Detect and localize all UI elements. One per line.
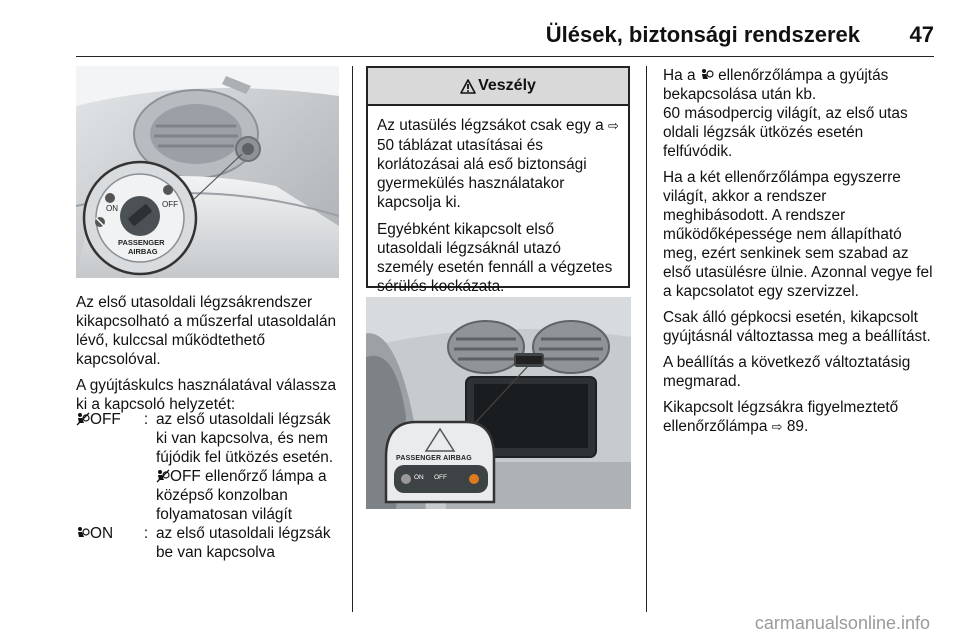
on-term [76, 524, 136, 562]
left-paragraph-2: A gyújtáskulcs használatával válassza ki a kapcsoló helyzetét: [76, 377, 337, 413]
on-separator: : [143, 525, 149, 542]
figure2-label-off: OFF [434, 474, 447, 481]
off-description [156, 410, 342, 524]
page-ref-arrow-icon: ⇨ [607, 119, 619, 134]
figure1-label-airbag: AIRBAG [128, 247, 158, 256]
right-paragraph-5 [663, 398, 935, 437]
right-body-text [663, 66, 935, 444]
airbag-on-lamp-icon [700, 68, 714, 82]
right-p1-a: Ha a [663, 67, 700, 84]
figure1-label-passenger: PASSENGER [118, 238, 165, 247]
danger-box [366, 66, 630, 295]
danger-title: Veszély [478, 77, 536, 94]
danger-p1-a: Az utasülés légzsákot csak egy a [377, 117, 608, 134]
off-description-text: az első utasoldali légzsák ki van kapcsolva, és nem fújódik fel ütközés esetén. [156, 411, 334, 466]
warning-triangle-icon [460, 79, 476, 94]
right-paragraph-3: Csak álló gépkocsi esetén, kikapcsolt gyújtásnál változtassa meg a beállítást. [663, 309, 931, 345]
airbag-switch-figure [76, 66, 339, 278]
switch-position-list [76, 410, 342, 562]
switch-position-off [76, 410, 342, 524]
column-rule-left [352, 66, 353, 612]
figure1-label-off: OFF [162, 200, 178, 209]
right-p5-ref[interactable]: 89 [786, 418, 804, 435]
left-paragraph-1: Az első utasoldali légzsákrendszer kikapcsolható a műszerfal utasoldalán lévő, kulccsal működtethető kapcsolóval. [76, 294, 337, 368]
off-description-lamp [156, 467, 342, 524]
airbag-on-icon [76, 526, 90, 540]
right-paragraph-4: A beállítás a következő változtatásig megmarad. [663, 354, 911, 390]
right-p5-a: Kikapcsolt légzsákra figyelmeztető ellenőrzőlámpa [663, 399, 899, 435]
on-term-label: ON [90, 525, 114, 542]
header-rule [76, 56, 934, 57]
center-console-figure [366, 297, 631, 509]
figure2-label-on: ON [414, 474, 424, 481]
on-description: az első utasoldali légzsák be van kapcsolva [156, 525, 331, 561]
danger-body [368, 106, 628, 296]
danger-p1-b: táblázat utasításai és korlátozásai alá eső biztonsági gyermekülés használatakor kapcsolja ki. [377, 137, 587, 211]
off-lamp-text: OFF ellenőrző lámpa a középső konzolban folyamatosan világít [156, 468, 327, 523]
right-paragraph-1 [663, 66, 935, 104]
off-term [76, 410, 136, 524]
airbag-off-icon [76, 412, 90, 426]
center-console-illustration [366, 297, 631, 509]
danger-header [368, 68, 628, 106]
watermark: carmanualsonline.info [754, 613, 930, 633]
switch-position-on [76, 524, 342, 562]
off-term-label: OFF [90, 411, 121, 428]
danger-p1-ref[interactable]: 50 [377, 137, 395, 154]
right-p5-b: . [803, 418, 809, 435]
page-number: 47 [909, 22, 934, 47]
figure1-label-on: ON [106, 204, 118, 213]
right-p1-b: ellenőrzőlámpa a gyújtás bekapcsolása után kb. [663, 67, 889, 103]
airbag-switch-illustration [76, 66, 339, 278]
right-paragraph-2: Ha a két ellenőrzőlámpa egyszerre világít, akkor a rendszer meghibásodott. A rendszer működőképessége nem állapítható meg, ezért senkinek sem szabad az első utasülésre ülnie. Azonnal vegye fel a kapcsolatot egy szervizzel. [663, 169, 933, 300]
figure2-label-passenger-airbag: PASSENGER AIRBAG [396, 455, 472, 462]
danger-paragraph-1 [377, 116, 620, 212]
right-paragraph-1c: 60 másodpercig világít, az első utas oldali légzsák ütközés esetén felfúvódik. [663, 105, 908, 160]
page-ref-arrow-icon: ⇨ [771, 420, 783, 435]
column-rule-right [646, 66, 647, 612]
airbag-off-lamp-icon [156, 469, 170, 483]
page-header-title: Ülések, biztonsági rendszerek [545, 22, 860, 47]
left-body-text [76, 293, 346, 416]
danger-paragraph-2: Egyébként kikapcsolt első utasoldali légzsáknál utazó személy esetén fennáll a végzetes sérülés kockázata. [377, 221, 613, 295]
off-separator: : [143, 411, 149, 428]
